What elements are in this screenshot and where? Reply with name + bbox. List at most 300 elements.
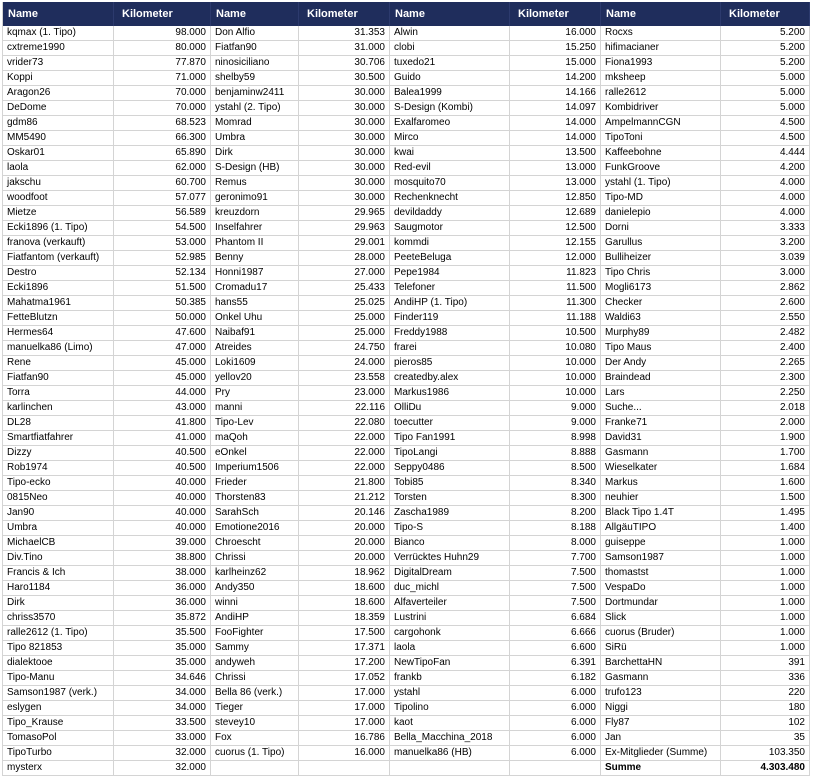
name-cell[interactable]: Torra [3,386,114,401]
name-cell[interactable]: Chrissi [211,551,299,566]
name-cell[interactable]: mosquito70 [390,176,510,191]
name-cell[interactable]: FunkGroove [601,161,721,176]
kilometer-cell[interactable]: 54.500 [114,221,211,236]
kilometer-cell[interactable]: 11.823 [510,266,601,281]
name-cell[interactable]: S-Design (Kombi) [390,101,510,116]
kilometer-cell[interactable]: 1.000 [721,611,810,626]
name-cell[interactable]: Tobi85 [390,476,510,491]
name-cell[interactable]: Dirk [3,596,114,611]
name-cell[interactable]: duc_michl [390,581,510,596]
kilometer-cell[interactable] [299,761,390,776]
kilometer-cell[interactable]: 13.000 [510,161,601,176]
name-cell[interactable]: Kaffeebohne [601,146,721,161]
kilometer-cell[interactable]: 30.000 [299,86,390,101]
kilometer-cell[interactable]: 71.000 [114,71,211,86]
name-cell[interactable]: karlinchen [3,401,114,416]
name-cell[interactable]: eslygen [3,701,114,716]
name-cell[interactable]: SiRü [601,641,721,656]
name-cell[interactable]: PeeteBeluga [390,251,510,266]
kilometer-cell[interactable]: 41.000 [114,431,211,446]
name-cell[interactable]: Dirk [211,146,299,161]
name-cell[interactable]: Ecki1896 (1. Tipo) [3,221,114,236]
kilometer-cell[interactable]: 5.000 [721,86,810,101]
kilometer-cell[interactable]: 34.646 [114,671,211,686]
kilometer-cell[interactable]: 10.500 [510,326,601,341]
name-cell[interactable]: AndiHP (1. Tipo) [390,296,510,311]
name-cell[interactable]: Fiona1993 [601,56,721,71]
kilometer-cell[interactable]: 25.000 [299,311,390,326]
name-cell[interactable]: frarei [390,341,510,356]
name-cell[interactable]: Jan90 [3,506,114,521]
name-cell[interactable]: Freddy1988 [390,326,510,341]
name-cell[interactable]: Alfaverteiler [390,596,510,611]
kilometer-cell[interactable]: 16.000 [510,26,601,41]
name-cell[interactable]: Cromadu17 [211,281,299,296]
kilometer-cell[interactable]: 17.000 [299,686,390,701]
name-cell[interactable]: ystahl (2. Tipo) [211,101,299,116]
kilometer-cell[interactable]: 24.000 [299,356,390,371]
name-cell[interactable]: Atreides [211,341,299,356]
name-cell[interactable]: Mirco [390,131,510,146]
kilometer-cell[interactable]: 14.000 [510,131,601,146]
kilometer-cell[interactable]: 35.500 [114,626,211,641]
kilometer-cell[interactable]: 102 [721,716,810,731]
name-cell[interactable]: Aragon26 [3,86,114,101]
kilometer-cell[interactable]: 18.600 [299,581,390,596]
kilometer-cell[interactable]: 13.000 [510,176,601,191]
name-cell[interactable]: Niggi [601,701,721,716]
name-cell[interactable]: TipoLangi [390,446,510,461]
kilometer-cell[interactable]: 7.500 [510,581,601,596]
name-cell[interactable]: kqmax (1. Tipo) [3,26,114,41]
kilometer-cell[interactable]: 12.689 [510,206,601,221]
kilometer-cell[interactable]: 12.500 [510,221,601,236]
name-cell[interactable]: Seppy0486 [390,461,510,476]
name-cell[interactable]: Tipo-S [390,521,510,536]
name-cell[interactable]: 0815Neo [3,491,114,506]
kilometer-cell[interactable]: 11.300 [510,296,601,311]
name-cell[interactable]: laola [390,641,510,656]
kilometer-cell[interactable]: 36.000 [114,581,211,596]
kilometer-cell[interactable]: 14.097 [510,101,601,116]
name-cell[interactable]: clobi [390,41,510,56]
name-cell[interactable]: Tipo-ecko [3,476,114,491]
kilometer-cell[interactable]: 14.200 [510,71,601,86]
kilometer-cell[interactable]: 51.500 [114,281,211,296]
name-cell[interactable]: Mogli6173 [601,281,721,296]
kilometer-cell[interactable]: 17.000 [299,701,390,716]
kilometer-cell[interactable] [510,761,601,776]
name-cell[interactable]: Fiatfan90 [3,371,114,386]
kilometer-cell[interactable]: 35.000 [114,641,211,656]
kilometer-cell[interactable]: 1.700 [721,446,810,461]
kilometer-cell[interactable]: 15.250 [510,41,601,56]
kilometer-cell[interactable]: 50.000 [114,311,211,326]
name-cell[interactable]: devildaddy [390,206,510,221]
name-cell[interactable]: Smartfiatfahrer [3,431,114,446]
name-cell[interactable]: AndiHP [211,611,299,626]
kilometer-cell[interactable]: 4.303.480 [721,761,810,776]
name-cell[interactable]: Rocxs [601,26,721,41]
name-cell[interactable]: Dorni [601,221,721,236]
kilometer-cell[interactable]: 15.000 [510,56,601,71]
kilometer-cell[interactable]: 1.000 [721,641,810,656]
kilometer-cell[interactable]: 4.200 [721,161,810,176]
kilometer-cell[interactable]: 25.000 [299,326,390,341]
kilometer-cell[interactable]: 44.000 [114,386,211,401]
kilometer-cell[interactable]: 4.500 [721,116,810,131]
kilometer-cell[interactable]: 6.391 [510,656,601,671]
name-cell[interactable]: FooFighter [211,626,299,641]
kilometer-cell[interactable]: 45.000 [114,356,211,371]
kilometer-cell[interactable]: 30.000 [299,191,390,206]
name-cell[interactable]: Checker [601,296,721,311]
kilometer-cell[interactable]: 16.786 [299,731,390,746]
kilometer-cell[interactable]: 77.870 [114,56,211,71]
name-cell[interactable]: Chrissi [211,671,299,686]
kilometer-cell[interactable]: 22.000 [299,431,390,446]
kilometer-cell[interactable]: 30.000 [299,146,390,161]
kilometer-cell[interactable]: 23.558 [299,371,390,386]
name-cell[interactable]: kommdi [390,236,510,251]
name-cell[interactable]: ystahl [390,686,510,701]
name-cell[interactable]: Tipo Chris [601,266,721,281]
kilometer-cell[interactable]: 28.000 [299,251,390,266]
kilometer-cell[interactable]: 33.500 [114,716,211,731]
kilometer-cell[interactable]: 20.146 [299,506,390,521]
kilometer-cell[interactable]: 40.500 [114,461,211,476]
kilometer-cell[interactable]: 30.000 [299,116,390,131]
kilometer-cell[interactable]: 39.000 [114,536,211,551]
name-cell[interactable]: Saugmotor [390,221,510,236]
kilometer-cell[interactable]: 8.188 [510,521,601,536]
name-cell[interactable]: shelby59 [211,71,299,86]
kilometer-cell[interactable]: 2.862 [721,281,810,296]
name-cell[interactable]: ystahl (1. Tipo) [601,176,721,191]
header-name[interactable]: Name [601,2,721,26]
name-cell[interactable]: AmpelmannCGN [601,116,721,131]
kilometer-cell[interactable]: 36.000 [114,596,211,611]
name-cell[interactable]: Don Alfio [211,26,299,41]
name-cell[interactable]: manuelka86 (HB) [390,746,510,761]
kilometer-cell[interactable]: 8.300 [510,491,601,506]
name-cell[interactable]: Fiatfan90 [211,41,299,56]
name-cell[interactable]: TipoTurbo [3,746,114,761]
name-cell[interactable]: Phantom II [211,236,299,251]
name-cell[interactable]: Ex-Mitglieder (Summe) [601,746,721,761]
name-cell[interactable]: Bulliheizer [601,251,721,266]
kilometer-cell[interactable]: 3.000 [721,266,810,281]
kilometer-cell[interactable]: 180 [721,701,810,716]
name-cell[interactable]: cargohonk [390,626,510,641]
kilometer-cell[interactable]: 56.589 [114,206,211,221]
header-kilometer[interactable]: Kilometer [721,2,810,26]
kilometer-cell[interactable]: 18.359 [299,611,390,626]
kilometer-cell[interactable]: 1.495 [721,506,810,521]
header-name[interactable]: Name [390,2,510,26]
kilometer-cell[interactable]: 6.684 [510,611,601,626]
name-cell[interactable]: neuhier [601,491,721,506]
kilometer-cell[interactable]: 10.000 [510,371,601,386]
name-cell[interactable]: tuxedo21 [390,56,510,71]
name-cell[interactable]: chriss3570 [3,611,114,626]
kilometer-cell[interactable]: 57.077 [114,191,211,206]
kilometer-cell[interactable]: 3.333 [721,221,810,236]
kilometer-cell[interactable]: 4.000 [721,206,810,221]
kilometer-cell[interactable]: 11.500 [510,281,601,296]
kilometer-cell[interactable]: 7.700 [510,551,601,566]
name-cell[interactable]: Torsten [390,491,510,506]
kilometer-cell[interactable]: 24.750 [299,341,390,356]
kilometer-cell[interactable]: 4.500 [721,131,810,146]
kilometer-cell[interactable]: 1.600 [721,476,810,491]
kilometer-cell[interactable]: 6.000 [510,716,601,731]
name-cell[interactable]: Guido [390,71,510,86]
kilometer-cell[interactable]: 41.800 [114,416,211,431]
kilometer-cell[interactable]: 6.000 [510,746,601,761]
name-cell[interactable]: Rechenknecht [390,191,510,206]
name-cell[interactable]: mksheep [601,71,721,86]
name-cell[interactable]: Franke71 [601,416,721,431]
kilometer-cell[interactable]: 9.000 [510,401,601,416]
name-cell[interactable]: winni [211,596,299,611]
kilometer-cell[interactable]: 9.000 [510,416,601,431]
kilometer-cell[interactable]: 1.900 [721,431,810,446]
name-cell[interactable]: laola [3,161,114,176]
kilometer-cell[interactable]: 80.000 [114,41,211,56]
kilometer-cell[interactable]: 4.000 [721,176,810,191]
kilometer-cell[interactable]: 220 [721,686,810,701]
name-cell[interactable]: toecutter [390,416,510,431]
kilometer-cell[interactable]: 35 [721,731,810,746]
name-cell[interactable]: jakschu [3,176,114,191]
name-cell[interactable]: cxtreme1990 [3,41,114,56]
name-cell[interactable]: Red-evil [390,161,510,176]
kilometer-cell[interactable]: 20.000 [299,551,390,566]
kilometer-cell[interactable]: 4.000 [721,191,810,206]
kilometer-cell[interactable]: 18.600 [299,596,390,611]
name-cell[interactable]: Emotione2016 [211,521,299,536]
kilometer-cell[interactable]: 2.600 [721,296,810,311]
kilometer-cell[interactable]: 1.400 [721,521,810,536]
kilometer-cell[interactable]: 62.000 [114,161,211,176]
name-cell[interactable]: Fox [211,731,299,746]
name-cell[interactable]: ralle2612 (1. Tipo) [3,626,114,641]
kilometer-cell[interactable]: 391 [721,656,810,671]
kilometer-cell[interactable]: 1.500 [721,491,810,506]
name-cell[interactable]: Black Tipo 1.4T [601,506,721,521]
name-cell[interactable]: Gasmann [601,446,721,461]
name-cell[interactable]: gdm86 [3,116,114,131]
name-cell[interactable]: franova (verkauft) [3,236,114,251]
name-cell[interactable]: Exalfaromeo [390,116,510,131]
name-cell[interactable]: Tipo Maus [601,341,721,356]
kilometer-cell[interactable]: 22.116 [299,401,390,416]
kilometer-cell[interactable]: 25.025 [299,296,390,311]
name-cell[interactable]: Tieger [211,701,299,716]
name-cell[interactable]: Samson1987 [601,551,721,566]
kilometer-cell[interactable]: 29.001 [299,236,390,251]
kilometer-cell[interactable]: 25.433 [299,281,390,296]
kilometer-cell[interactable]: 20.000 [299,521,390,536]
name-cell[interactable]: yellov20 [211,371,299,386]
kilometer-cell[interactable]: 10.080 [510,341,601,356]
kilometer-cell[interactable]: 3.039 [721,251,810,266]
name-cell[interactable]: Umbra [211,131,299,146]
kilometer-cell[interactable]: 31.000 [299,41,390,56]
name-cell[interactable]: SarahSch [211,506,299,521]
name-cell[interactable]: David31 [601,431,721,446]
kilometer-cell[interactable]: 8.888 [510,446,601,461]
name-cell[interactable]: DigitalDream [390,566,510,581]
name-cell[interactable]: Div.Tino [3,551,114,566]
name-cell[interactable]: DeDome [3,101,114,116]
kilometer-cell[interactable]: 27.000 [299,266,390,281]
name-cell[interactable]: Hermes64 [3,326,114,341]
name-cell[interactable]: Gasmann [601,671,721,686]
kilometer-cell[interactable]: 1.000 [721,581,810,596]
kilometer-cell[interactable]: 40.000 [114,476,211,491]
kilometer-cell[interactable]: 65.890 [114,146,211,161]
name-cell[interactable]: TomasoPol [3,731,114,746]
name-cell[interactable]: Imperium1506 [211,461,299,476]
kilometer-cell[interactable]: 32.000 [114,746,211,761]
name-cell[interactable]: geronimo91 [211,191,299,206]
kilometer-cell[interactable]: 70.000 [114,101,211,116]
kilometer-cell[interactable]: 2.018 [721,401,810,416]
kilometer-cell[interactable]: 8.340 [510,476,601,491]
name-cell[interactable]: Tipo_Krause [3,716,114,731]
name-cell[interactable]: Garullus [601,236,721,251]
kilometer-cell[interactable]: 52.134 [114,266,211,281]
kilometer-cell[interactable]: 47.000 [114,341,211,356]
name-cell[interactable]: Tipo-Lev [211,416,299,431]
kilometer-cell[interactable]: 21.212 [299,491,390,506]
name-cell[interactable]: Pry [211,386,299,401]
name-cell[interactable]: NewTipoFan [390,656,510,671]
name-cell[interactable]: Markus1986 [390,386,510,401]
name-cell[interactable]: MM5490 [3,131,114,146]
kilometer-cell[interactable]: 17.200 [299,656,390,671]
name-cell[interactable]: Frieder [211,476,299,491]
name-cell[interactable]: Murphy89 [601,326,721,341]
kilometer-cell[interactable]: 11.188 [510,311,601,326]
kilometer-cell[interactable]: 40.500 [114,446,211,461]
name-cell[interactable]: Tipo 821853 [3,641,114,656]
kilometer-cell[interactable]: 1.000 [721,551,810,566]
kilometer-cell[interactable]: 1.000 [721,596,810,611]
kilometer-cell[interactable]: 21.800 [299,476,390,491]
kilometer-cell[interactable]: 7.500 [510,566,601,581]
kilometer-cell[interactable]: 45.000 [114,371,211,386]
name-cell[interactable]: Oskar01 [3,146,114,161]
kilometer-cell[interactable]: 5.200 [721,41,810,56]
name-cell[interactable]: stevey10 [211,716,299,731]
name-cell[interactable]: pieros85 [390,356,510,371]
kilometer-cell[interactable]: 8.000 [510,536,601,551]
kilometer-cell[interactable]: 31.353 [299,26,390,41]
name-cell[interactable]: Francis & Ich [3,566,114,581]
kilometer-cell[interactable]: 17.500 [299,626,390,641]
name-cell[interactable]: woodfoot [3,191,114,206]
kilometer-cell[interactable]: 6.000 [510,686,601,701]
kilometer-cell[interactable]: 40.000 [114,506,211,521]
kilometer-cell[interactable]: 30.000 [299,131,390,146]
name-cell[interactable]: Andy350 [211,581,299,596]
name-cell[interactable]: Rene [3,356,114,371]
name-cell[interactable]: BarchettaHN [601,656,721,671]
name-cell[interactable]: Honni1987 [211,266,299,281]
name-cell[interactable]: S-Design (HB) [211,161,299,176]
name-cell[interactable]: FetteBlutzn [3,311,114,326]
kilometer-cell[interactable]: 33.000 [114,731,211,746]
name-cell[interactable]: Koppi [3,71,114,86]
name-cell[interactable]: Zascha1989 [390,506,510,521]
kilometer-cell[interactable]: 30.000 [299,101,390,116]
name-cell[interactable]: Ecki1896 [3,281,114,296]
kilometer-cell[interactable]: 2.300 [721,371,810,386]
name-cell[interactable]: Mahatma1961 [3,296,114,311]
name-cell[interactable]: Thorsten83 [211,491,299,506]
kilometer-cell[interactable]: 5.200 [721,26,810,41]
name-cell[interactable]: Pepe1984 [390,266,510,281]
name-cell[interactable]: Dortmundar [601,596,721,611]
name-cell[interactable]: maQoh [211,431,299,446]
kilometer-cell[interactable]: 3.200 [721,236,810,251]
name-cell[interactable]: cuorus (1. Tipo) [211,746,299,761]
name-cell[interactable]: Balea1999 [390,86,510,101]
header-name[interactable]: Name [211,2,299,26]
name-cell[interactable]: thomastst [601,566,721,581]
name-cell[interactable]: manuelka86 (Limo) [3,341,114,356]
name-cell[interactable]: DL28 [3,416,114,431]
kilometer-cell[interactable]: 30.706 [299,56,390,71]
kilometer-cell[interactable]: 336 [721,671,810,686]
kilometer-cell[interactable]: 2.482 [721,326,810,341]
kilometer-cell[interactable]: 29.963 [299,221,390,236]
kilometer-cell[interactable]: 35.872 [114,611,211,626]
name-cell[interactable]: Umbra [3,521,114,536]
kilometer-cell[interactable]: 8.998 [510,431,601,446]
kilometer-cell[interactable]: 47.600 [114,326,211,341]
name-cell[interactable]: Dizzy [3,446,114,461]
kilometer-cell[interactable]: 6.000 [510,701,601,716]
name-cell[interactable]: Haro1184 [3,581,114,596]
name-cell[interactable]: Bianco [390,536,510,551]
name-cell[interactable]: Tipo-Manu [3,671,114,686]
kilometer-cell[interactable]: 8.500 [510,461,601,476]
kilometer-cell[interactable]: 1.000 [721,566,810,581]
name-cell[interactable]: Benny [211,251,299,266]
name-cell[interactable]: Lars [601,386,721,401]
kilometer-cell[interactable]: 1.684 [721,461,810,476]
kilometer-cell[interactable]: 6.600 [510,641,601,656]
kilometer-cell[interactable]: 2.265 [721,356,810,371]
kilometer-cell[interactable]: 2.550 [721,311,810,326]
kilometer-cell[interactable]: 6.182 [510,671,601,686]
name-cell[interactable]: Finder119 [390,311,510,326]
name-cell[interactable]: Telefoner [390,281,510,296]
name-cell[interactable]: Der Andy [601,356,721,371]
kilometer-cell[interactable]: 50.385 [114,296,211,311]
name-cell[interactable]: hans55 [211,296,299,311]
name-cell[interactable]: Wieselkater [601,461,721,476]
kilometer-cell[interactable]: 43.000 [114,401,211,416]
kilometer-cell[interactable]: 30.000 [299,161,390,176]
name-cell[interactable]: dialektooe [3,656,114,671]
name-cell[interactable]: Samson1987 (verk.) [3,686,114,701]
kilometer-cell[interactable]: 14.166 [510,86,601,101]
